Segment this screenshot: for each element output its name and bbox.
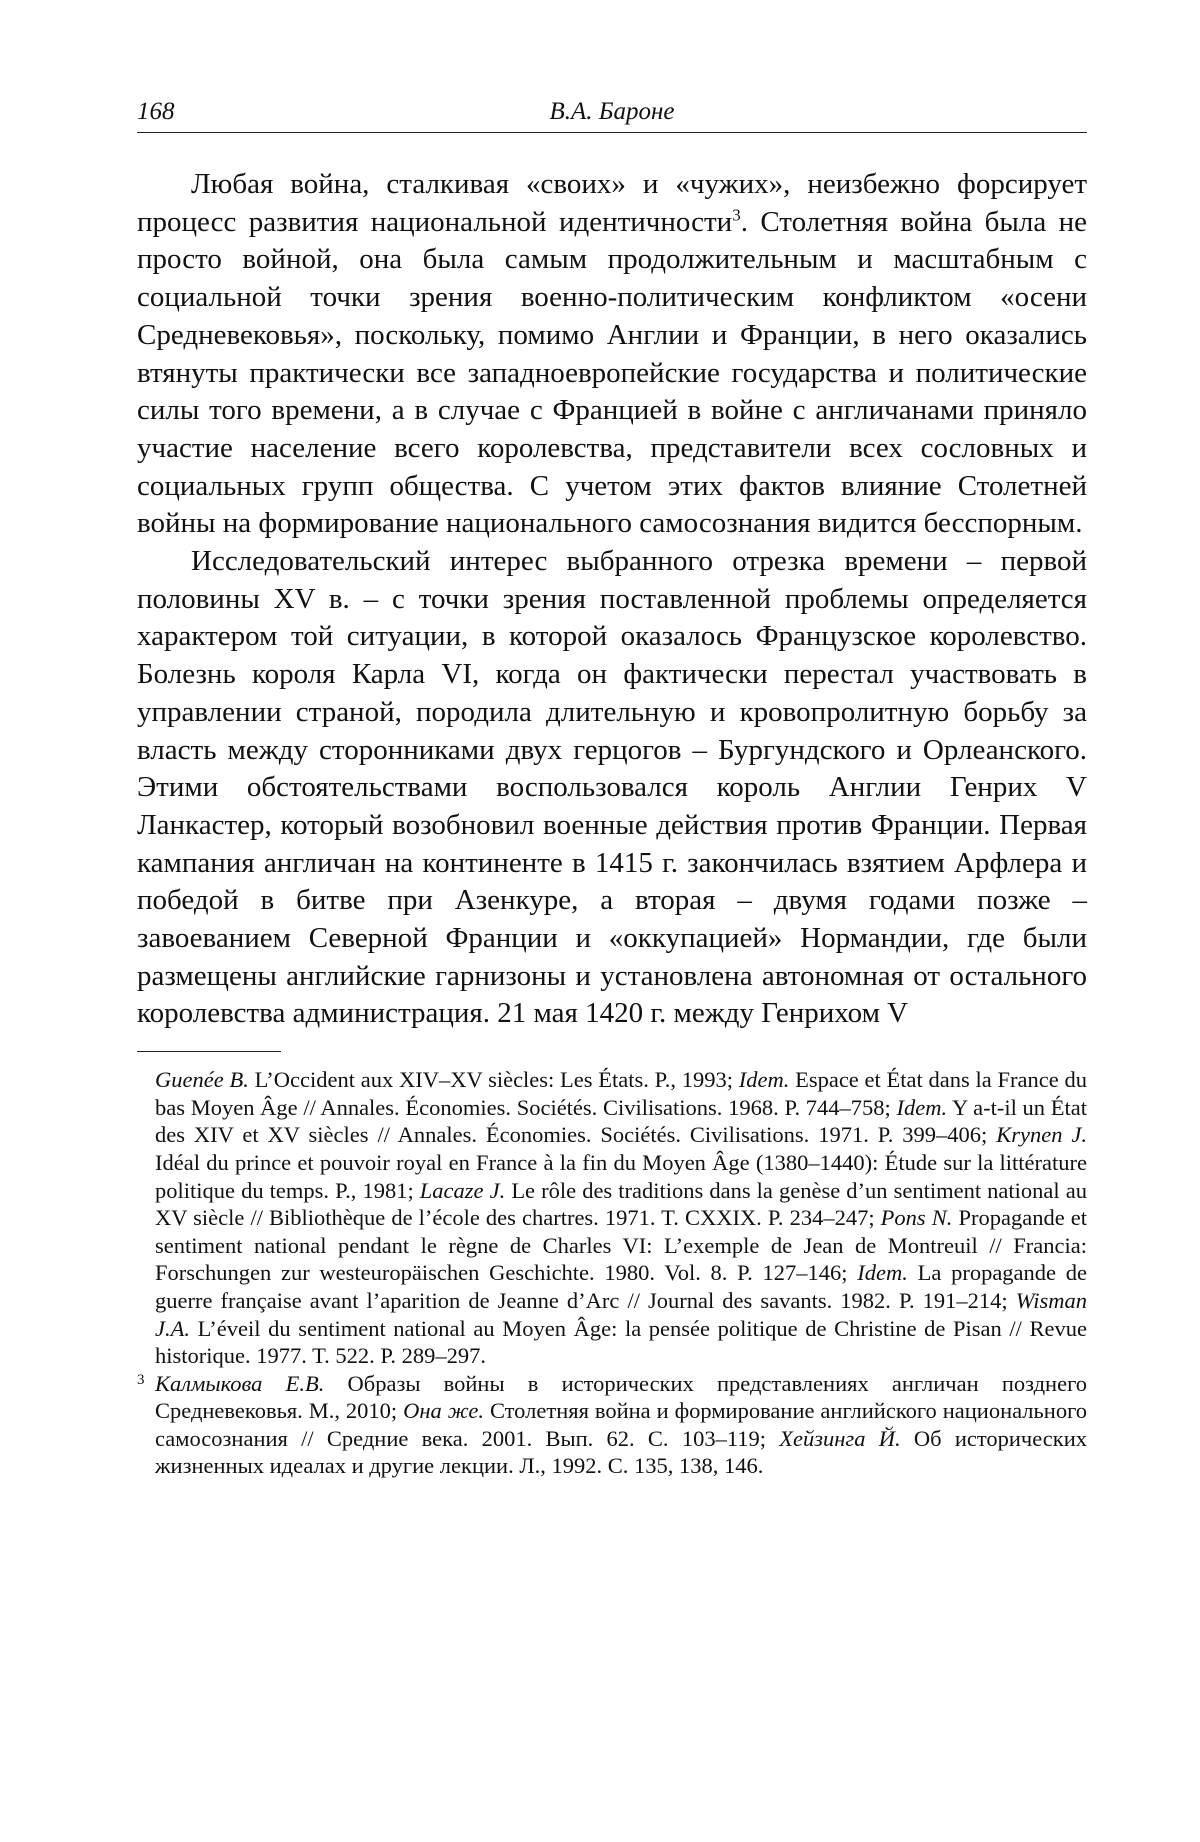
paragraph-2: Исследовательский интерес выбранного отрезка времени – первой половины XV в. – с точки зрения поставленной проблемы определяется характером той ситуации, в которой оказалось Французское королевство. Болезнь короля Карла VI, когда он фактически перестал участвовать в управлении страной, породила длительную и кровопролитную борьбу за власть между сторонниками двух герцогов – Бургундского и Орлеанского. Этими обстоятельствами воспользовался король Англии Генрих V Ланкастер, который возобновил военные действия против Франции. Первая кампания англичан на континенте в 1415 г. закончилась взятием Арфлера и победой в битве при Азенкуре, а вторая – двумя годами позже – завоеванием Северной Франции и «оккупацией» Нормандии, где были размещены английские гарнизоны и установлена автономная от остального королевства администрация. 21 мая 1420 г. между Генрихом V xyxy=(137,543,1087,1033)
paragraph-1: Любая война, сталкивая «своих» и «чужих», неизбежно форсирует процесс развития национальной идентичности3. Столетняя война была не просто войной, она была самым продолжительным и масштабным с социальной точки зрения военно-политическим конфликтом «осени Средневековья», поскольку, помимо Англии и Франции, в него оказались втянуты практически все западноевропейские государства и политические силы того времени, а в случае с Францией в войне с англичанами приняло участие население всего королевства, представители всех сословных и социальных групп общества. С учетом этих фактов влияние Столетней войны на формирование национального самосознания видится бесспорным. xyxy=(137,166,1087,543)
main-text xyxy=(137,166,1087,1033)
running-header xyxy=(137,96,1087,133)
footnote-3: 3 Калмыкова Е.В. Образы войны в исторических представлениях англичан позднего Средневековья. М., 2010; Она же. Столетняя война и формирование английского национального самосознания // Средние века. 2001. Вып. 62. С. 103–119; Хейзинга Й. Об исторических жизненных идеалах и другие лекции. Л., 1992. С. 135, 138, 146. xyxy=(137,1370,1087,1480)
footnote-ref-3: 3 xyxy=(732,205,741,224)
book-page xyxy=(137,96,1087,1480)
footnotes xyxy=(137,1066,1087,1480)
footnote-mark-3: 3 xyxy=(137,1367,145,1395)
footnote-divider xyxy=(137,1051,281,1052)
running-title: В.А. Бароне xyxy=(137,98,1087,126)
footnote-2-continuation: Guenée B. L’Occident aux XIV–XV siècles: Les États. P., 1993; Idem. Espace et État dans la France du bas Moyen Âge // Annales. Économies. Sociétés. Civilisations. 1968. P. 744–758; Idem. Y a-t-il un État des XIV et XV siècles // Annales. Économies. Sociétés. Civilisations. 1971. P. 399–406; Krynen J. Idéal du prince et pouvoir royal en France à la fin du Moyen Âge (1380–1440): Étude sur la littérature politique du temps. P., 1981; Lacaze J. Le rôle des traditions dans la genèse d’un sentiment national au XV siècle // Bibliothèque de l’école des chartres. 1971. T. CXXIX. P. 234–247; Pons N. Propagande et sentiment national pendant le règne de Charles VI: L’exemple de Jean de Montreuil // Francia: Forschungen zur westeuropäischen Geschichte. 1980. Vol. 8. P. 127–146; Idem. La propagande de guerre française avant l’aparition de Jeanne d’Arc // Journal des savants. 1982. P. 191–214; Wisman J.A. L’éveil du sentiment national au Moyen Âge: la pensée politique de Christine de Pisan // Revue historique. 1977. T. 522. P. 289–297. xyxy=(137,1066,1087,1370)
page-number: 168 xyxy=(137,98,175,126)
